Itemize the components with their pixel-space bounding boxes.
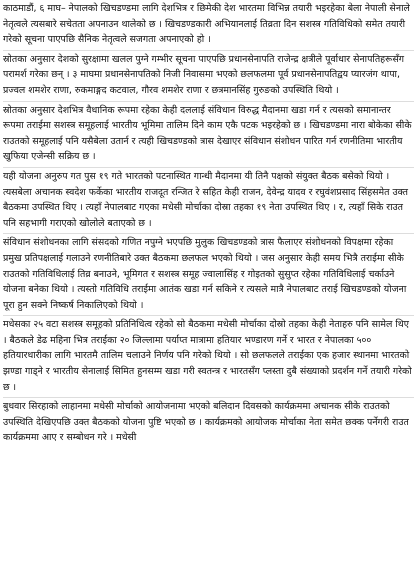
paragraph-4: यही योजना अनुरुप गत पुस १९ गते भारतको पटनास्थित गान्धी मैदानमा यी तिनै पक्षको संयुक्त बैठक बसेको थियो । त्यसबेला अचानक स्वदेश फर्केका भारतीय राजदूत रन्जित रे सहित केही राजन, देवेन्द्र यादव र रघुवंशप्रसाद सिंहसमेत उक्त बैठकमा उपस्थित थिए । त्यहाँ नेपालबाट गएका मधेसी मोर्चाका दोस्रा तहका १९ नेता उपस्थित थिए । र, त्यहाँ सिके राउत पनि सहभागी गराएको खोलोले बताएको छ । xyxy=(3,168,414,234)
paragraph-3: स्रोतका अनुसार देशभित्र वैधानिक रूपमा रहेका केही दललाई संविधान विरुद्ध मैदानमा खडा गर्न र त्यसको समानान्तर रूपमा तराईमा सशस्त्र समूहलाई भारतीय भूमिमा तालिम दिने काम एकै पटक भइरहेको छ । खिचडण्डमा नारा बोकेका सीके राउतको समूहलाई पनि यसैबेला उतार्न र त्यही खिचडण्डको त्रास देखाएर संविधान संशोधन पारित गर्न रणनीतिमा भारतीय खुफिया एजेन्सी सक्रिय छ । xyxy=(3,102,414,168)
paragraph-2: स्रोतका अनुसार देशको सुरक्षामा खलल पुग्ने गम्भीर सूचना पाएपछि प्रधानसेनापति राजेन्द्र क्षत्रीले पूर्वाधार सेनापतिहरूसँग परामर्श गरेका छन् । ३ माघमा प्रधानसेनापतिको निजी निवासमा भएको छलफलमा पूर्व प्रधानसेनापतिद्वय प्यारजंग थापा, प्रज्वल शमशेर राणा, रुकमाङ्गद कटवाल, गौरव शमशेर राणा र छत्रमानसिंह गुरुङको उपस्थिति थियो । xyxy=(3,51,414,102)
paragraph-1: काठमाडौं, ६ माघ– नेपालको खिचडण्डमा लागि देशभित्र र छिमेकी देश भारतमा विभिन्न तयारी भइरहेका बेला नेपाली सेनाले नेतृत्वले त्यसबारे सचेतता अपनाउन थालेको छ । खिचडण्डकारी अभियानलाई तिव्रता दिन सशस्त्र गतिविधिको समेत तयारी गरेको सूचना पाएपछि सैनिक नेतृत्वले सजगता अपनाएको हो । xyxy=(3,0,414,51)
paragraph-5: संविधान संशोधनका लागि संसदको गणित नपुग्ने भएपछि मुलुक खिचडण्डको त्रास फैलाएर संशोधनको विपक्षमा रहेका प्रमुख प्रतिपक्षलाई गलाउने रणनीतिबारे उक्त बैठकमा छलफल भएको थियो । जस अनुसार केही समय भित्रै तराईमा सीके राउतको गतिविधिलाई तिव्र बनाउने, भूमिगत र सशस्त्र समूह ज्वालासिंह र गोइतको सुसुप्त रहेका गतिविधिलाई चर्काउने योजना बनेका थियो । त्यस्तो गतिविधि तराईमा आतंक खडा गर्न सकिने र त्यसले मात्रै नेपालबाट तराई खिचडण्डको योजना पूरा हुन सक्ने निष्कर्ष निकालिएको थियो । xyxy=(3,234,414,316)
paragraph-7: बुधवार सिरहाको लाहानमा मधेसी मोर्चाको आयोजनामा भएको बलिदान दिवसको कार्यक्रममा अचानक सीके राउतको उपस्थिति देखिएपछि उक्त बैठकको योजना पुष्टि भएको छ । कार्यक्रमको आयोजक मोर्चाका नेता समेत छक्क पर्नेगरी राउत कार्यक्रममा आए र सम्बोधन गरे । मधेसी xyxy=(3,401,409,444)
paragraph-6: मधेसका २५ वटा सशस्त्र समूहको प्रतिनिधित्व रहेको सो बैठकमा मधेसी मोर्चाका दोस्रो तहका केही नेताहरु पनि सामेल थिए । बैठकले डेढ महिना भित्र तराईका २० जिल्लामा पर्याप्त मात्रामा हतियार भण्डारण गर्ने र भारत र नेपालका ५०० हतियारधारीका लागि भारतमै तालिम चलाउने निर्णय पनि गरेको थियो । सो छलफलले तराईका एक हजार स्थानमा भारतको झण्डा गाड्ने र भारतीय सेनालाई सिमित हुनसम्म खडा गरी स्वतन्त्र र भारतसँग प्लस्ता दुबै संख्याको प्रदर्शन गर्ने तयारी गरेको छ । xyxy=(3,316,414,398)
